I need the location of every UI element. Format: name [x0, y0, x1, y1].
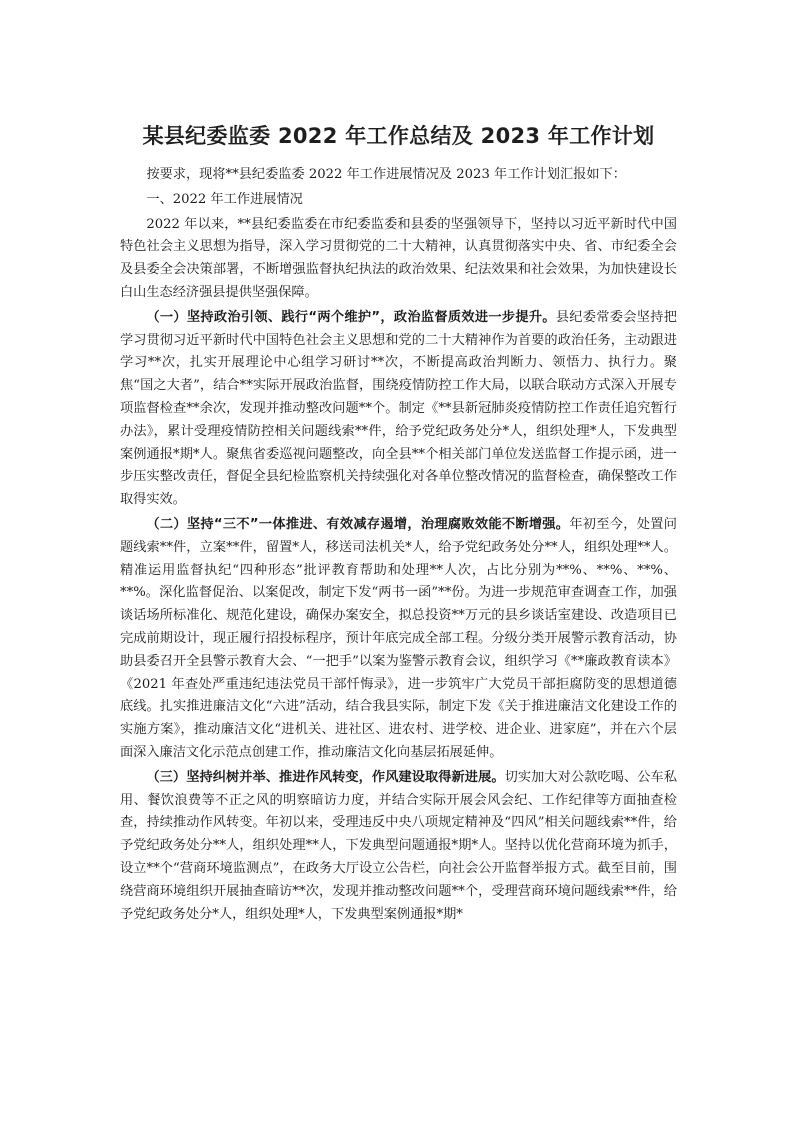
item-paragraph-3	[120, 767, 677, 927]
item-lead-1: （一）坚持政治引领、践行“两个维护”，政治监督质效进一步提升。	[146, 309, 556, 325]
item-paragraph-1	[120, 307, 677, 512]
item-body-3: 切实加大对公款吃喝、公车私用、餐饮浪费等不正之风的明察暗访力度，并结合实际开展会风会纪、工作纪律等方面抽查检查，持续推动作风转变。年初以来，受理违反中央八项规定精神及“四风”相关问题线索**件，给予党纪政务处分**人，组织处理**人，下发典型问题通报*期*人。坚持以优化营商环境为抓手，设立**个“营商环境监测点”，在政务大厅设立公告栏，向社会公开监督举报方式。截至目前，围绕营商环境组织开展抽查暗访**次，发现并推动整改问题**个，受理营商环境问题线索**件，给予党纪政务处分*人，组织处理*人，下发典型案例通报*期*	[120, 769, 678, 922]
item-body-2: 年初至今，处置问题线索**件，立案**件，留置*人，移送司法机关*人，给予党纪政务处分**人，组织处理**人。精准运用监督执纪“四种形态”批评教育帮助和处理**人次，占比分别为**%、**%、**%、**%。深化监督促治、以案促改，制定下发“两书一函”**份。为进一步规范审查调查工作，加强谈话场所标准化、规范化建设，确保办案安全，拟总投资**万元的县乡谈话室建设、改造项目已完成前期设计，现正履行招投标程序，预计年底完成全部工程。分级分类开展警示教育活动，协助县委召开全县警示教育大会、“一把手”以案为鉴警示教育会议，组织学习《**廉政教育读本》《2021 年查处严重违纪违法党员干部忏悔录》，进一步筑牢广大党员干部拒腐防变的思想道德底线。扎实推进廉洁文化“六进”活动，结合我县实际，制定下发《关于推进廉洁文化建设工作的实施方案》，推动廉洁文化“进机关、进社区、进农村、进学校、进企业、进家庭”，并在六个层面深入廉洁文化示范点创建工作，推动廉洁文化向基层拓展延伸。	[120, 516, 677, 760]
item-paragraph-2	[120, 514, 677, 765]
item-body-1: 县纪委常委会坚持把学习贯彻习近平新时代中国特色社会主义思想和党的二十大精神作为首要的政治任务，主动跟进学习**次，扎实开展理论中心组学习研讨**次，不断提高政治判断力、领悟力、执行力。聚焦“国之大者”，结合**实际开展政治监督，围绕疫情防控工作大局，以联合联动方式深入开展专项监督检查**余次，发现并推动整改问题**个。制定《**县新冠肺炎疫情防控工作责任追究暂行办法》，累计受理疫情防控相关问题线索**件，给予党纪政务处分*人，组织处理*人，下发典型案例通报*期*人。聚焦省委巡视问题整改，向全县**个相关部门单位发送监督工作提示函，进一步压实整改责任，督促全县纪检监察机关持续强化对各单位整改情况的监督检查，确保整改工作取得实效。	[120, 309, 677, 508]
overview-paragraph: 2022 年以来，**县纪委监委在市纪委监委和县委的坚强领导下，坚持以习近平新时代中国特色社会主义思想为指导，深入学习贯彻党的二十大精神，认真贯彻落实中央、省、市纪委全会及县委全会决策部署，不断增强监督执纪执法的政治效果、纪法效果和社会效果，为加快建设长白山生态经济强县提供坚强保障。	[120, 216, 677, 300]
section-heading: 一、2022 年工作进展情况	[146, 191, 303, 207]
intro-paragraph: 按要求，现将**县纪委监委 2022 年工作进展情况及 2023 年工作计划汇报如下：	[146, 167, 626, 182]
item-lead-3: （三）坚持纠树并举、推进作风转变，作风建设取得新进展。	[146, 769, 505, 785]
document-title: 某县纪委监委 2022 年工作总结及 2023 年工作计划	[142, 124, 655, 148]
item-lead-2: （二）坚持“三不”一体推进、有效减存遏增，治理腐败效能不断增强。	[146, 516, 570, 532]
